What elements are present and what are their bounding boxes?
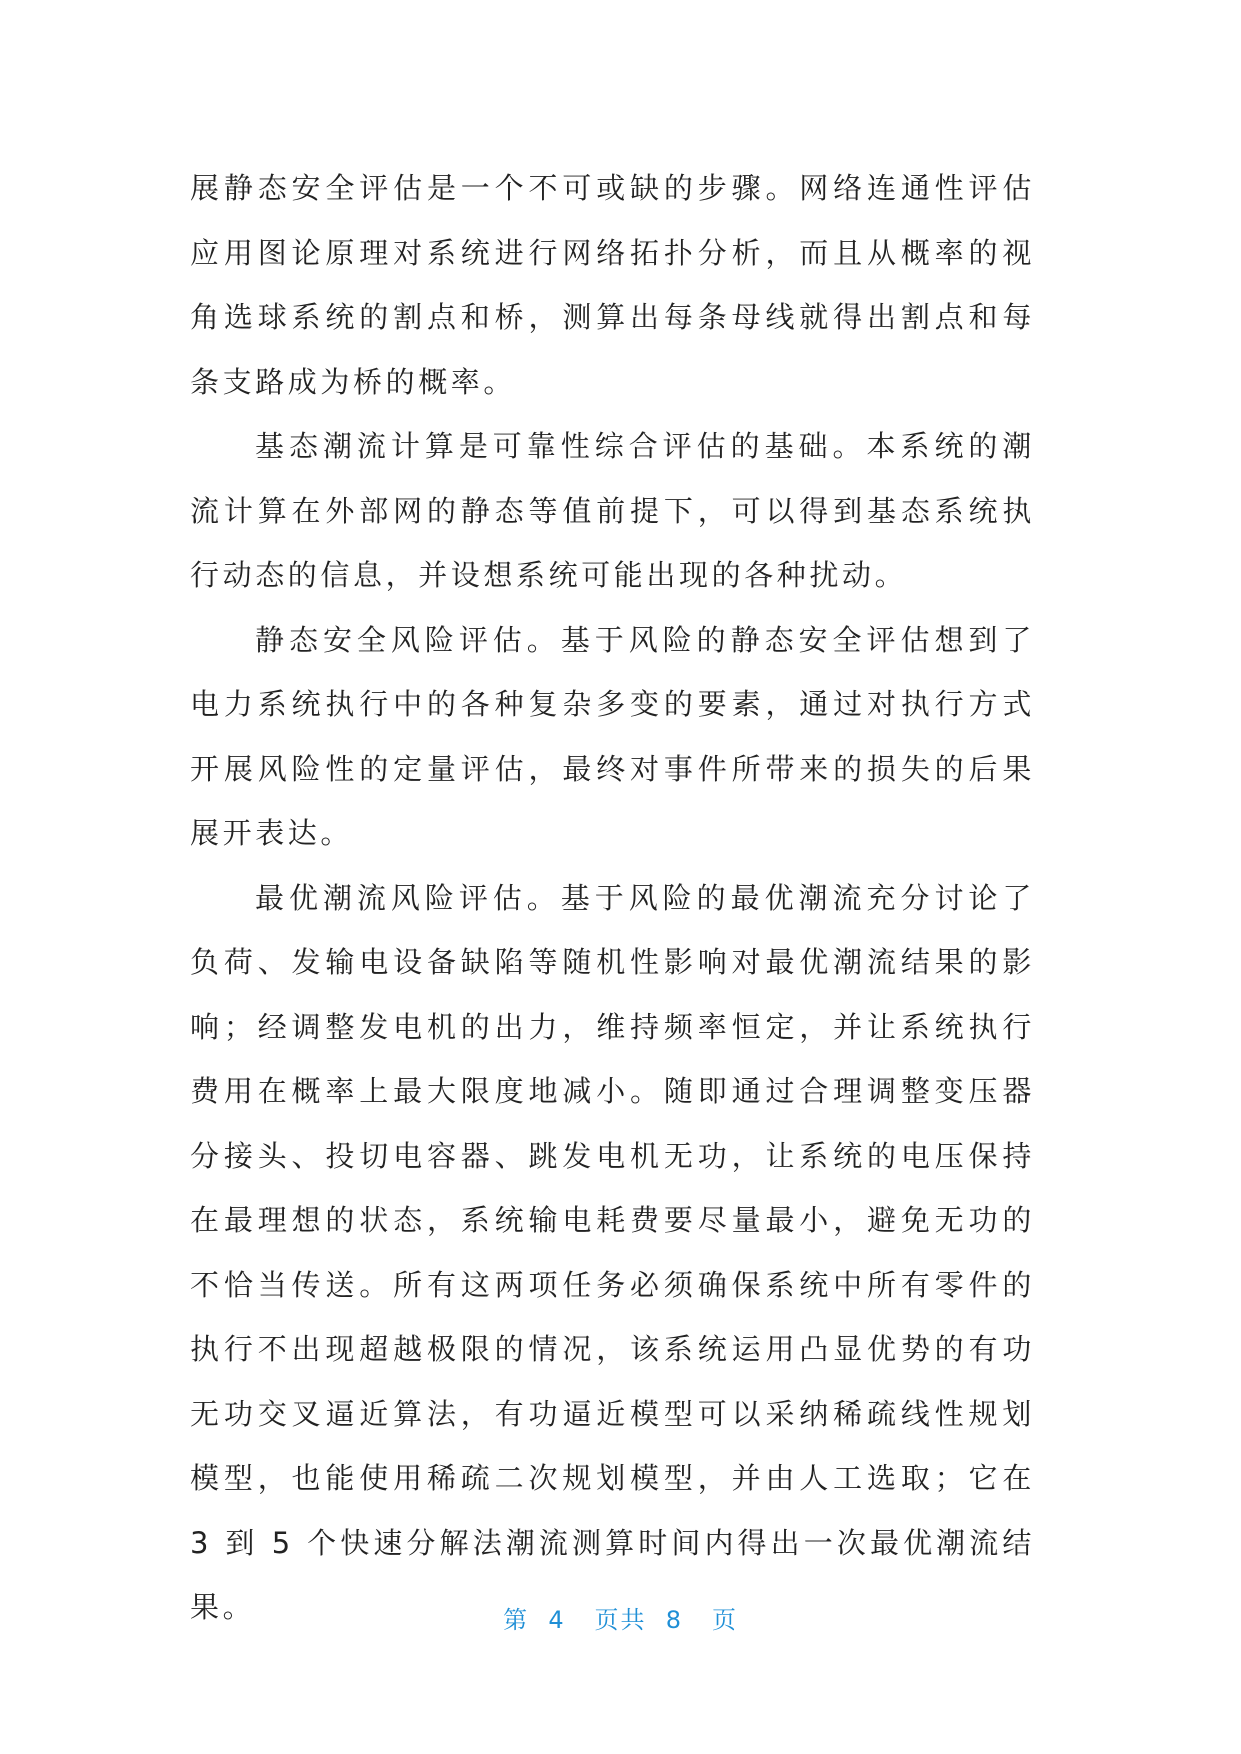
footer-middle: 页共: [594, 1606, 647, 1634]
total-pages-number: 8: [665, 1606, 684, 1634]
footer-prefix: 第: [503, 1606, 530, 1634]
paragraph-static-security-risk: 静态安全风险评估。基于风险的静态安全评估想到了电力系统执行中的各种复杂多变的要素，通过对执行方式开展风险性的定量评估，最终对事件所带来的损失的后果展开表达。: [190, 622, 1035, 850]
footer-suffix: 页: [711, 1606, 738, 1634]
current-page-number: 4: [548, 1606, 566, 1634]
paragraph-base-state-power-flow: 基态潮流计算是可靠性综合评估的基础。本系统的潮流计算在外部网的静态等值前提下，可以得到基态系统执行动态的信息，并设想系统可能出现的各种扰动。: [190, 429, 1035, 592]
page-number-footer: [0, 1600, 1241, 1635]
document-body: [190, 156, 1035, 1640]
paragraph-continuation: 展静态安全评估是一个不可或缺的步骤。网络连通性评估应用图论原理对系统进行网络拓扑分析，而且从概率的视角选球系统的割点和桥，测算出每条母线就得出割点和每条支路成为桥的概率。: [190, 171, 1035, 399]
paragraph-optimal-power-flow-risk: 最优潮流风险评估。基于风险的最优潮流充分讨论了负荷、发输电设备缺陷等随机性影响对最优潮流结果的影响；经调整发电机的出力，维持频率恒定，并让系统执行费用在概率上最大限度地减小。随即通过合理调整变压器分接头、投切电容器、跳发电机无功，让系统的电压保持在最理想的状态，系统输电耗费要尽量最小，避免无功的不恰当传送。所有这两项任务必须确保系统中所有零件的执行不出现超越极限的情况，该系统运用凸显优势的有功无功交叉逼近算法，有功逼近模型可以采纳稀疏线性规划模型，也能使用稀疏二次规划模型，并由人工选取；它在 3 到 5 个快速分解法潮流测算时间内得出一次最优潮流结果。: [190, 880, 1035, 1624]
